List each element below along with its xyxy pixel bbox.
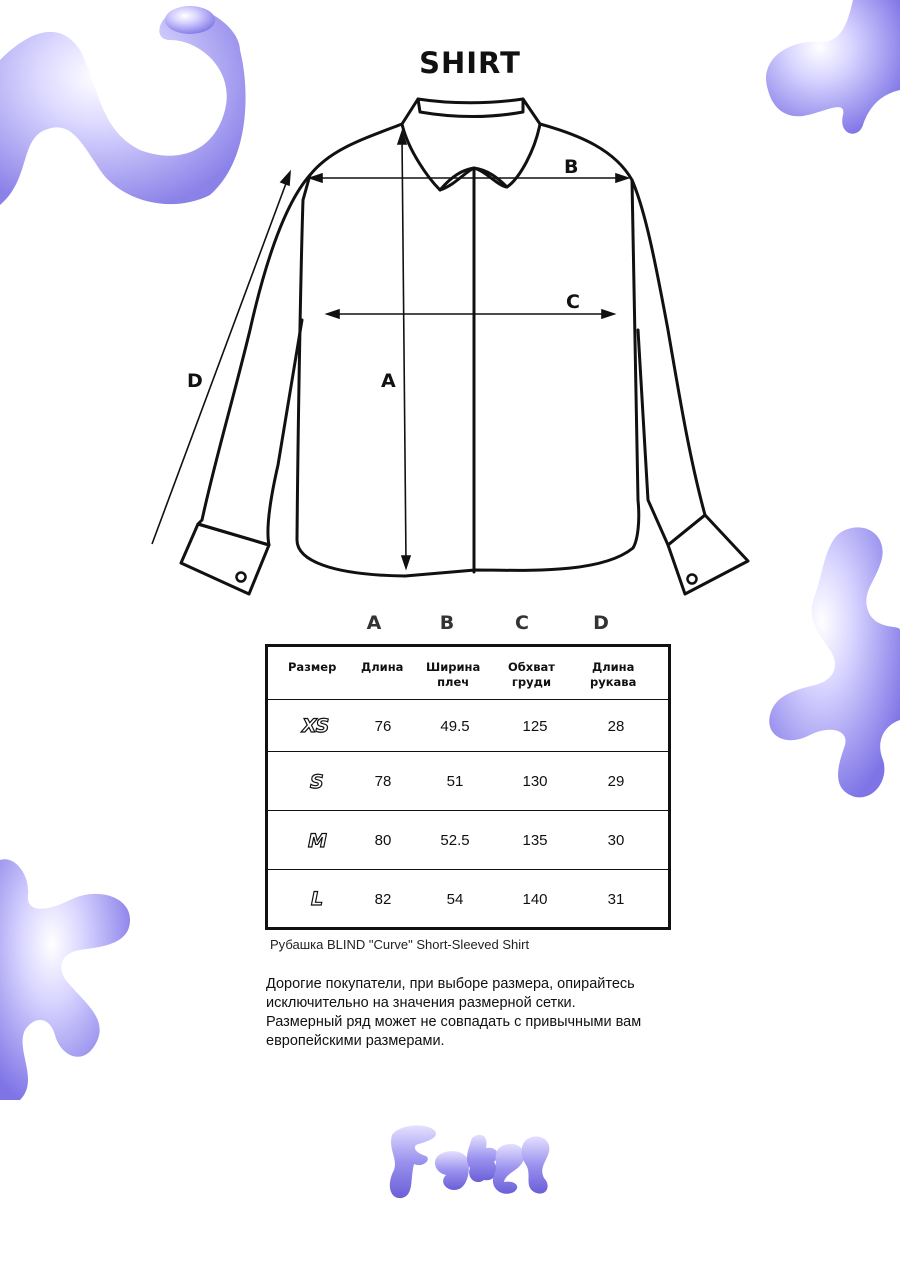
dimension-label-a: A xyxy=(381,370,396,392)
header-shoulders-line2: плеч xyxy=(437,675,470,689)
cell-chest: 140 xyxy=(522,890,548,908)
column-letter-b: B xyxy=(439,612,455,634)
size-label: XS xyxy=(302,715,329,737)
table-header-row xyxy=(268,647,668,699)
cell-sleeve: 30 xyxy=(607,832,625,849)
cell-shoulders: 51 xyxy=(446,773,464,790)
size-label: S xyxy=(310,770,323,793)
size-notice-line: Дорогие покупатели, при выборе размера, опирайтесь xyxy=(266,976,635,992)
header-shoulders xyxy=(426,660,480,690)
table-row xyxy=(268,699,668,752)
right-sleeve xyxy=(632,180,705,545)
table-row xyxy=(268,810,668,870)
product-caption: Рубашка BLIND "Curve" Short-Sleeved Shirt xyxy=(270,937,530,952)
brand-logo xyxy=(384,1120,559,1205)
column-letter-c: C xyxy=(515,612,529,634)
cell-length: 76 xyxy=(374,717,392,735)
size-notice-line: европейскими размерами. xyxy=(266,1033,445,1049)
dimension-label-d: D xyxy=(187,370,203,392)
dimension-label-c: C xyxy=(566,291,580,313)
header-sleeve-line1: Длина xyxy=(591,660,635,674)
size-notice xyxy=(266,975,686,1051)
shirt-body-outline xyxy=(297,124,639,576)
cell-sleeve: 29 xyxy=(607,773,625,790)
left-cuff-button xyxy=(237,573,246,582)
shirt-diagram xyxy=(0,0,900,620)
decorative-blob-bottom-left xyxy=(0,855,145,1105)
left-sleeve xyxy=(198,175,310,545)
dimension-line-a xyxy=(402,137,406,562)
cell-chest: 130 xyxy=(522,773,548,790)
page-title: SHIRT xyxy=(419,46,521,80)
header-sleeve xyxy=(590,660,636,690)
dimension-line-d xyxy=(152,178,288,544)
cell-shoulders: 52.5 xyxy=(440,832,470,849)
cell-length: 80 xyxy=(374,832,392,849)
cell-length: 78 xyxy=(374,773,392,790)
cell-shoulders: 54 xyxy=(446,890,464,908)
header-chest xyxy=(508,660,555,690)
column-letter-a: A xyxy=(366,612,382,634)
header-shoulders-line1: Ширина xyxy=(426,660,481,674)
left-cuff xyxy=(181,524,269,594)
size-label: L xyxy=(311,888,323,910)
column-letter-d: D xyxy=(593,612,609,634)
cell-sleeve: 28 xyxy=(607,717,625,735)
cell-chest: 125 xyxy=(522,717,548,735)
header-chest-line1: Обхват xyxy=(508,660,555,674)
cell-shoulders: 49.5 xyxy=(440,717,470,735)
header-sleeve-line2: рукава xyxy=(590,675,637,689)
right-cuff xyxy=(668,515,748,594)
size-table xyxy=(265,644,671,930)
table-row xyxy=(268,869,668,928)
cell-sleeve: 31 xyxy=(607,890,625,908)
size-notice-line: исключительно на значения размерной сетки. xyxy=(266,995,576,1011)
size-notice-line: Размерный ряд может не совпадать с привычными вам xyxy=(266,1014,642,1030)
cell-length: 82 xyxy=(374,890,392,908)
dimension-label-b: B xyxy=(564,156,579,178)
table-row xyxy=(268,751,668,811)
cell-chest: 135 xyxy=(522,832,548,849)
header-length: Длина xyxy=(361,660,404,674)
size-label: M xyxy=(308,829,326,852)
header-size: Размер xyxy=(288,660,337,674)
header-chest-line2: груди xyxy=(511,675,552,689)
right-cuff-button xyxy=(688,575,697,584)
